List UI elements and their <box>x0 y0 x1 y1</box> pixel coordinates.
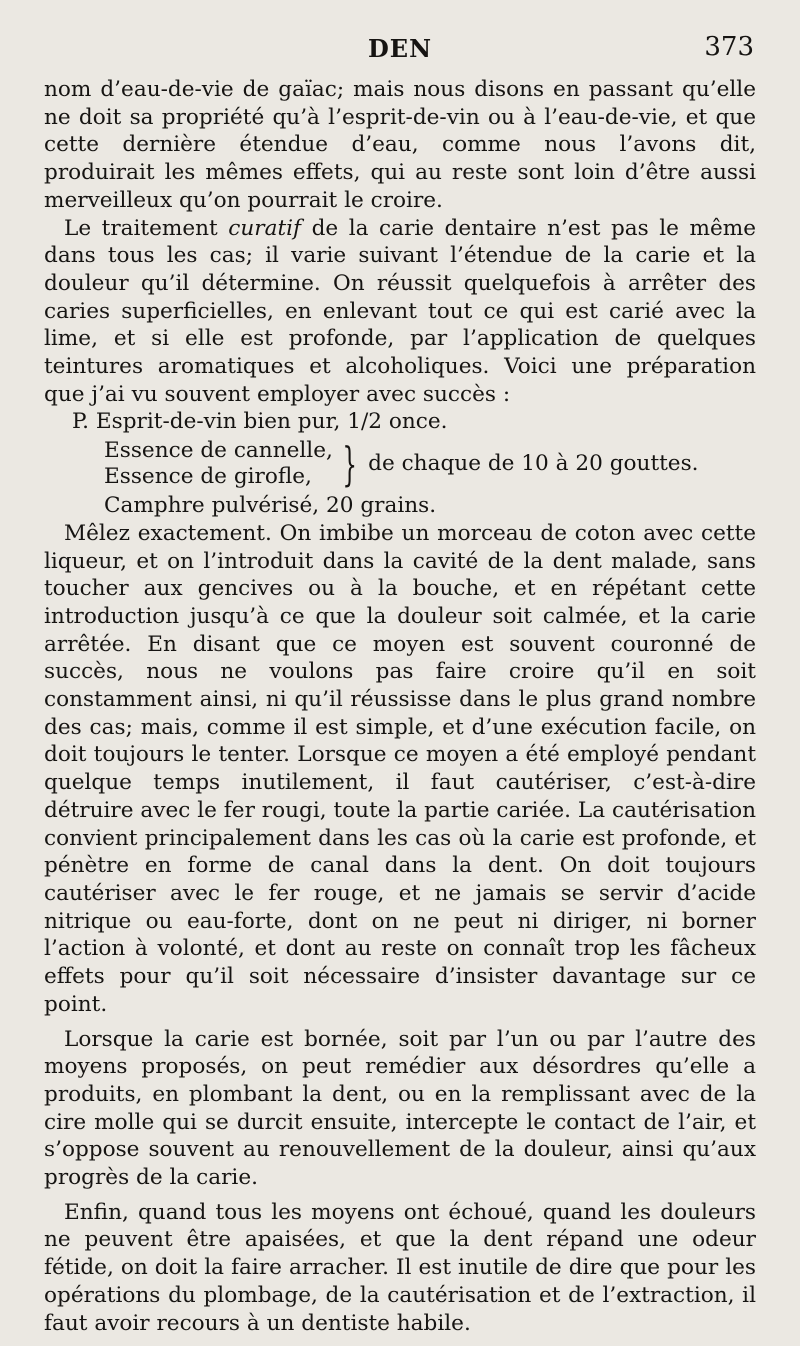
recipe-item: Essence de girofle, <box>104 464 312 490</box>
page-header <box>0 34 800 70</box>
paragraph-extraction: Enfin, quand tous les moyens ont échoué, quand les douleurs ne peuvent être apaisées, et que la dent répand une odeur fétide, on doit la faire arracher. Il est inutile de dire que pour les opérations du plombage, de la cautérisation et de l’extraction, il faut avoir recours à un dentiste habile. <box>44 1199 756 1336</box>
recipe-dose: de chaque de 10 à 20 gouttes. <box>368 451 699 477</box>
running-head: DEN <box>367 34 433 63</box>
paragraph-application: Mêlez exactement. On imbibe un morceau de coton avec cette liqueur, et on l’introduit dans la cavité de la dent malade, sans toucher aux gencives ou à la bouche, et en répétant cette introduction jusqu’à ce que la douleur soit calmée, et la carie arrêtée. En disant que ce moyen est souvent couronné de succès, nous ne voulons pas faire croire qu’il en soit constamment ainsi, ni qu’il réussisse dans le plus grand nombre des cas; mais, comme il est simple, et d’une exécution facile, on doit toujours le tenter. Lorsque ce moyen a été employé pendant quelque temps inutilement, il faut cautériser, c’est-à-dire détruire avec le fer rougi, toute la partie cariée. La cautérisation convient principalement dans les cas où la carie est profonde, et pénètre en forme de canal dans la dent. On doit toujours cautériser avec le fer rouge, et ne jamais se servir d’acide nitrique ou eau-forte, dont on ne peut ni diriger, ni borner l’action à volonté, et dont au reste on connaît trop les fâcheux effets pour qu’il soit nécessaire d’insister davantage sur ce point. <box>44 520 756 1017</box>
recipe-item: Essence de cannelle, <box>104 438 333 464</box>
recipe-line: P. Esprit-de-vin bien pur, 1/2 once. <box>72 409 448 435</box>
recipe-items <box>104 438 333 490</box>
paragraph-continuation: nom d’eau-de-vie de gaïac; mais nous disons en passant qu’elle ne doit sa propriété qu’à l’esprit-de-vin ou à l’eau-de-vie, et que cette dernière étendue d’eau, comme nous l’avons dit, produirait les mêmes effets, qui au reste sont loin d’être aussi merveilleux qu’on pourrait le croire. <box>44 77 756 213</box>
body-text <box>44 76 756 1337</box>
page-number: 373 <box>704 32 754 62</box>
paragraph-curative-treatment <box>44 215 756 409</box>
recipe-essences <box>44 436 756 492</box>
paragraph-text: de la carie dentaire n’est pas le même dans tous les cas; il varie suivant l’étendue de la carie et la douleur qu’il détermine. On réussit quelquefois à arrêter des caries superficielles, en enlevant tout ce qui est carié avec la lime, et si elle est profonde, par l’application de quelques teintures aromatiques et alcoholiques. Voici une préparation que j’ai vu souvent employer avec succès : <box>44 215 756 407</box>
brace-symbol: } <box>342 437 357 492</box>
paragraph-filling: Lorsque la carie est bornée, soit par l’un ou par l’autre des moyens proposés, on peut remédier aux désordres qu’elle a produits, en plombant la dent, ou en la remplissant avec de la cire molle qui se durcit ensuite, intercepte le contact de l’air, et s’oppose souvent au renouvellement de la douleur, ainsi qu’aux progrès de la carie. <box>44 1026 756 1191</box>
paragraph-text: Le traitement <box>64 215 229 241</box>
recipe-line: Camphre pulvérisé, 20 grains. <box>104 493 437 519</box>
recipe-block <box>44 408 756 519</box>
emphasis-curatif: curatif <box>228 215 302 241</box>
